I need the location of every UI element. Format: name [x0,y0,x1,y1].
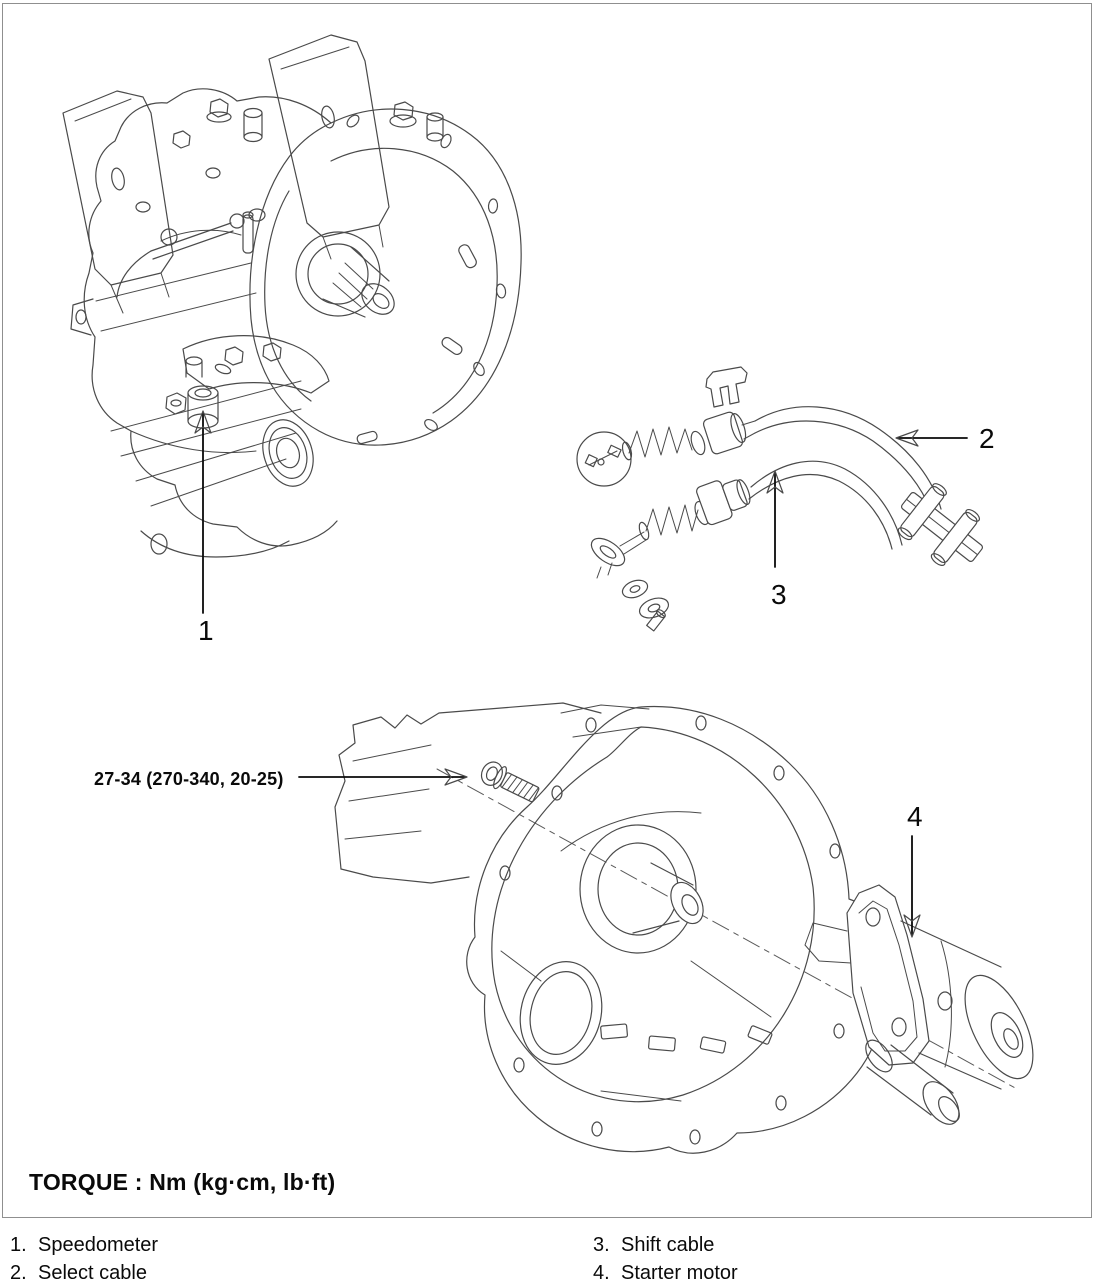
torque-spec-label: 27-34 (270-340, 20-25) [94,769,284,789]
legend-label-2: Select cable [38,1262,147,1281]
legend-num-4: 4. [593,1262,610,1281]
callout-1-label: 1 [197,615,215,646]
legend-item-shift-cable [593,1234,714,1257]
diagram-artwork [1,1,1099,1281]
legend-label-3: Shift cable [621,1234,715,1256]
legend-label-4: Starter motor [621,1262,738,1281]
case-starter-illustration [335,703,1047,1153]
torque-units-note: TORQUE : Nm (kg·cm, lb·ft) [29,1169,336,1195]
legend-num-3: 3. [593,1234,610,1256]
cable-assembly-illustration [577,367,997,631]
legend-item-starter-motor [593,1262,738,1281]
legend-num-2: 2. [10,1262,27,1281]
callout-arrows [203,413,967,935]
figure-border-box [2,3,1092,1218]
callout-2-label: 2 [978,423,996,454]
legend-num-1: 1. [10,1234,27,1256]
legend-item-select-cable [10,1262,147,1281]
callout-3-label: 3 [770,579,788,610]
legend-label-1: Speedometer [38,1234,159,1256]
legend-item-speedometer [10,1234,158,1257]
transaxle-assembly-illustration [63,35,521,557]
callout-4-label: 4 [906,801,924,832]
